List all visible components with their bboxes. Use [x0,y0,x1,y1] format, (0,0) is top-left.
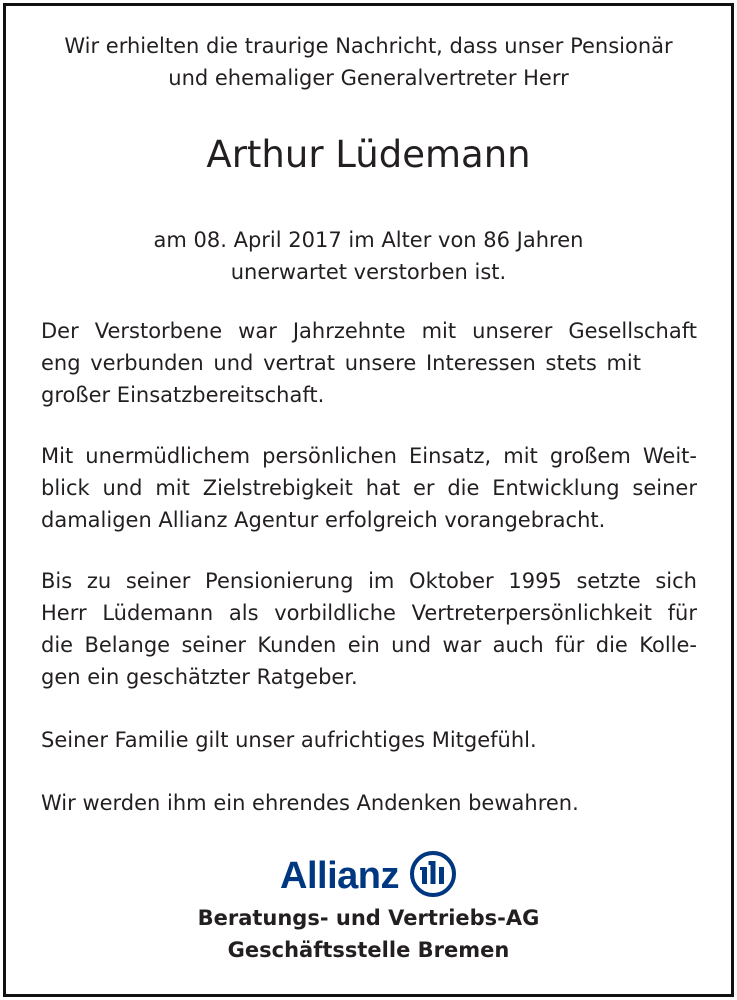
paragraph-line: Wir werden ihm ein ehrendes Andenken bewahren. [41,791,579,815]
paragraph-line: blick und mit Zielstrebigkeit hat er die Entwicklung seiner [41,476,697,500]
paragraph-line: Mit unermüdlichem persönlichen Einsatz, mit großem Weit- [41,444,697,468]
allianz-eagle-icon [409,850,457,902]
company-block [0,902,737,966]
paragraph-2 [41,440,697,536]
intro-text [0,30,737,94]
paragraph-line: Der Verstorbene war Jahrzehnte mit unserer Gesellschaft [41,319,697,343]
paragraph-line: die Belange seiner Kunden ein und war auch für die Kolle- [41,633,697,657]
deceased-name: Arthur Lüdemann [206,133,531,176]
paragraph-line: großer Einsatzbereitschaft. [41,383,325,407]
company-branch: Geschäftsstelle Bremen [227,938,510,962]
company-name: Beratungs- und Vertriebs-AG [197,906,540,930]
paragraph-5 [41,787,697,819]
paragraph-3 [41,565,697,693]
paragraph-line: Seiner Familie gilt unser aufrichtiges Mitgefühl. [41,728,537,752]
paragraph-1 [41,315,697,411]
date-line: unerwartet verstorben ist. [230,260,507,284]
allianz-logo [0,850,737,902]
paragraph-line: eng verbunden und vertrat unsere Interessen stets mit [41,351,641,375]
paragraph-line: Bis zu seiner Pensionierung im Oktober 1995 setzte sich [41,569,697,593]
paragraph-line: damaligen Allianz Agentur erfolgreich vorangebracht. [41,508,606,532]
death-date-text [0,224,737,288]
paragraph-4 [41,724,697,756]
paragraph-line: gen ein geschätzter Ratgeber. [41,665,358,689]
intro-line: und ehemaliger Generalvertreter Herr [168,66,569,90]
allianz-wordmark: Allianz [280,854,399,897]
intro-line: Wir erhielten die traurige Nachricht, dass unser Pensionär [64,34,673,58]
date-line: am 08. April 2017 im Alter von 86 Jahren [153,228,584,252]
paragraph-line: Herr Lüdemann als vorbildliche Vertreterpersönlichkeit für [41,601,697,625]
